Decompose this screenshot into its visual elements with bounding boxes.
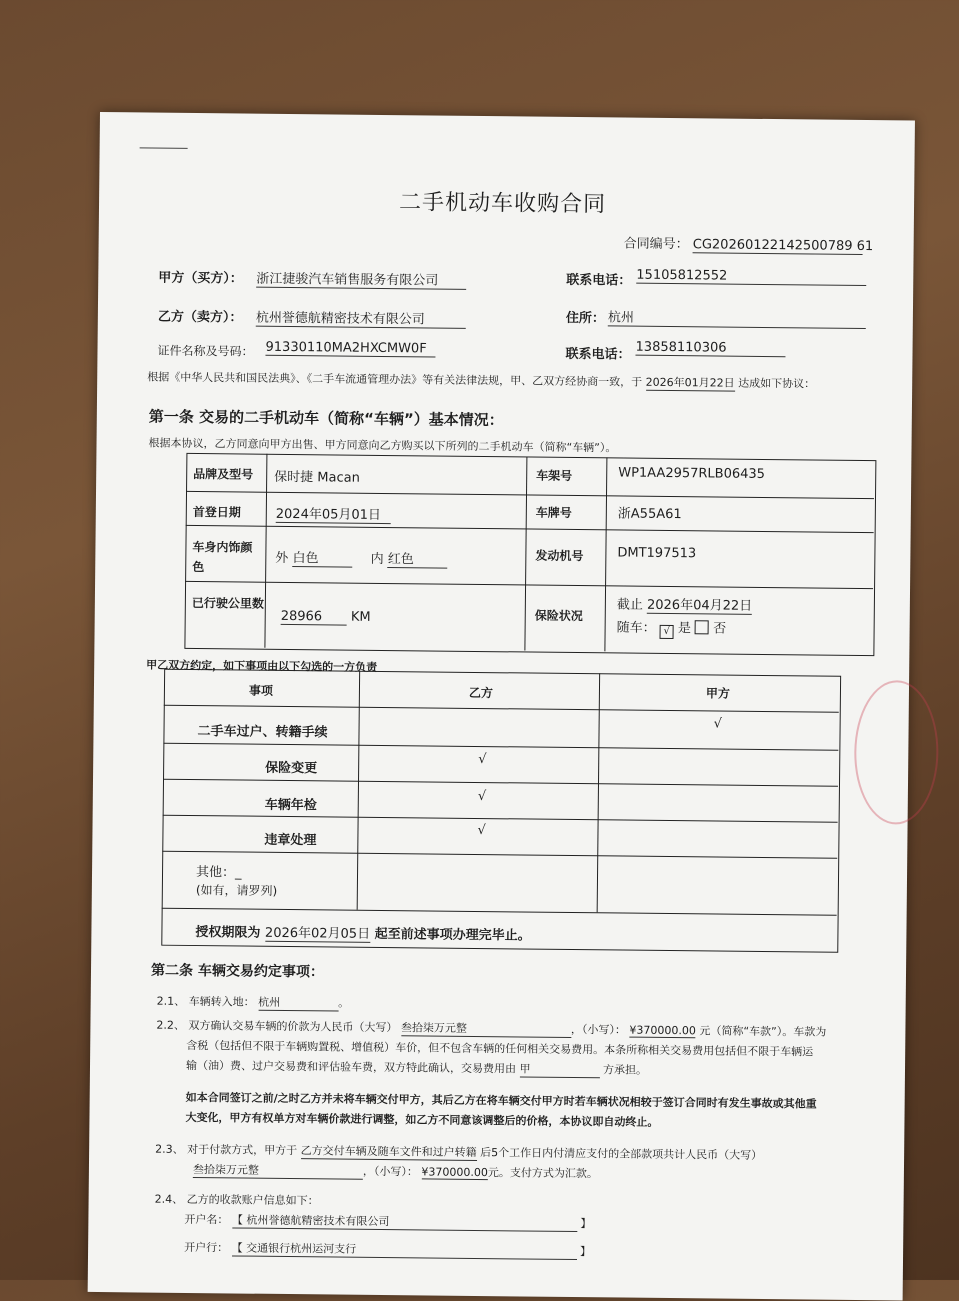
- ins-label: 保险状况: [534, 608, 583, 624]
- resp-row-violation: 违章处理: [264, 832, 317, 849]
- price-capital: 叁拾柒万元整: [401, 1019, 571, 1038]
- intro-text: 根据《中华人民共和国民法典》、《二手车流通管理办法》等有关法律法规，甲、乙双方经协商一致，于 2026年01月22日 达成如下协议：: [147, 370, 816, 391]
- vin-label: 车架号: [536, 468, 573, 483]
- contract-no-value: CG20260122142500789 61: [692, 237, 874, 255]
- reg-value: 2024年05月01日: [276, 503, 391, 524]
- resp-header-seller: 乙方: [468, 685, 494, 701]
- seller-label: 乙方（卖方）：: [157, 309, 243, 326]
- resp-intro: 甲乙双方约定，如下事项由以下勾选的一方负责: [146, 658, 378, 674]
- ext-color-value: 白色: [292, 547, 352, 568]
- ins-with: 随车： √ 是 否: [617, 616, 727, 639]
- fee-party: 甲: [519, 1060, 599, 1078]
- no-checkbox: [695, 620, 709, 634]
- resp-period-date: 2026年02月05日: [265, 922, 370, 943]
- seller-phone: 13858110306: [635, 340, 785, 358]
- seller-id-label: 证件名称及号码：: [157, 343, 254, 359]
- payment-capital: 叁拾柒万元整: [193, 1161, 363, 1180]
- engine-value: DMT197513: [617, 545, 697, 562]
- section2-title: 第二条 车辆交易约定事项：: [150, 962, 324, 981]
- resp-other-note: (如有，请罗列): [195, 883, 278, 898]
- brand-value: 保时捷 Macan: [274, 469, 360, 486]
- resp-row-insurance: 保险变更: [265, 760, 318, 777]
- account-name-row: 开户名： 【 杭州誉德航精密技术有限公司 】: [184, 1212, 592, 1231]
- clause-2-3-line2: 叁拾柒万元整 ，（小写）： ¥370000.00元。支付方式为汇款。: [192, 1163, 598, 1181]
- buyer-name: 浙江捷骏汽车销售服务有限公司: [256, 268, 466, 290]
- seller-addr: 杭州: [608, 306, 866, 329]
- section1-title: 第一条 交易的二手机动车（简称“车辆”）基本情况：: [148, 407, 504, 430]
- km-value: 28966: [281, 609, 347, 626]
- transfer-city: 杭州: [258, 994, 338, 1012]
- engine-label: 发动机号: [535, 548, 584, 564]
- seller-id: 91330110MA2HXCMW0F: [265, 340, 435, 358]
- buyer-label: 甲方（买方）：: [158, 270, 243, 287]
- resp-row-transfer-buyer: √: [713, 716, 723, 732]
- yes-checkbox: √: [660, 625, 674, 639]
- km-row: 28966 KM: [280, 608, 371, 625]
- ins-until-value: 2026年04月22日: [647, 594, 752, 615]
- buyer-phone: 15105812552: [636, 268, 866, 286]
- clause-2-2-line1: 2.2、 双方确认交易车辆的价款为人民币（大写） 叁拾柒万元整 ，（小写）： ¥370000.00 元（简称“车款”）。车款为: [156, 1018, 827, 1039]
- sign-date: 2026年01月22日: [645, 375, 735, 390]
- resp-row-violation-seller: √: [477, 822, 486, 839]
- resp-row-inspection-seller: √: [477, 788, 487, 805]
- bank-name: 【 交通银行杭州运河支行: [232, 1239, 577, 1260]
- payment-condition: 乙方交付车辆及随车文件和过户转籍: [300, 1144, 477, 1160]
- seller-addr-label: 住所：: [565, 310, 605, 327]
- resp-period: 授权期限为 2026年02月05日 起至前述事项办理完毕止。: [195, 921, 530, 945]
- clause-2-4: 2.4、 乙方的收款账户信息如下：: [154, 1192, 319, 1208]
- resp-row-insurance-seller: √: [478, 751, 487, 768]
- clause-2-2-bold1: 如本合同签订之前/之时乙方并未将车辆交付甲方，其后乙方在将车辆交付甲方时若车辆状况相较于签订合同时有发生事故或其他重: [185, 1090, 817, 1111]
- brand-label: 品牌及型号: [193, 466, 254, 482]
- reg-label: 首登日期: [192, 504, 241, 520]
- pen-mark: [140, 147, 188, 149]
- account-name: 【 杭州誉德航精密技术有限公司: [232, 1211, 577, 1232]
- km-label: 已行驶公里数: [191, 595, 264, 611]
- ins-until: 截止 2026年04月22日: [617, 593, 753, 614]
- resp-header-item: 事项: [248, 683, 274, 698]
- seller-name: 杭州誉德航精密技术有限公司: [256, 307, 466, 329]
- clause-2-2-line2: 含税（包括但不限于车辆购置税、增值税）车价，但不包含车辆的任何相关交易费用。本条所称相关交易费用包括但不限于车辆运: [186, 1038, 814, 1059]
- clause-2-3-line1: 2.3、 对于付款方式，甲方于 乙方交付车辆及随车文件和过户转籍 后5个工作日内付清应支付的全部款项共计人民币（大写）: [155, 1142, 763, 1162]
- price-amount: ¥370000.00: [629, 1023, 696, 1038]
- vin-value: WP1AA2957RLB06435: [618, 465, 766, 482]
- plate-value: 浙A55A61: [617, 506, 682, 523]
- buyer-phone-label: 联系电话：: [566, 272, 632, 289]
- ext-color: 外 白色 内 红色: [275, 547, 448, 569]
- seal-stamp: [854, 680, 940, 825]
- contract-paper: [88, 112, 915, 1300]
- color-label: 车身内饰颜色: [192, 539, 253, 575]
- plate-label: 车牌号: [535, 505, 572, 520]
- resp-row-inspection: 车辆年检: [264, 797, 317, 814]
- int-color-value: 红色: [388, 548, 448, 569]
- clause-2-1: 2.1、 车辆转入地： 杭州 。: [156, 994, 350, 1010]
- contract-no: 合同编号： CG20260122142500789 61: [623, 236, 874, 255]
- bank-row: 开户行： 【 交通银行杭州运河支行 】: [184, 1240, 592, 1259]
- seller-phone-label: 联系电话：: [565, 346, 631, 363]
- payment-amount: ¥370000.00: [421, 1165, 488, 1180]
- resp-header-buyer: 甲方: [705, 686, 731, 701]
- section1-intro: 根据本协议，乙方同意向甲方出售、甲方同意向乙方购买以下所列的二手机动车（简称“车辆”）。: [148, 436, 617, 455]
- clause-2-2-line3: 输（油）费、过户交易费和评估验车费，双方特此确认，交易费用由 甲 方承担。: [185, 1058, 648, 1077]
- contract-title: 二手机动车收购合同: [398, 190, 607, 218]
- resp-other-label: 其他：_: [195, 865, 242, 881]
- clause-2-2-bold2: 大变化，甲方有权单方对车辆价款进行调整，如乙方不同意该调整后的价格，本协议即自动终止。: [185, 1110, 659, 1129]
- resp-row-transfer: 二手车过户、转籍手续: [197, 724, 328, 741]
